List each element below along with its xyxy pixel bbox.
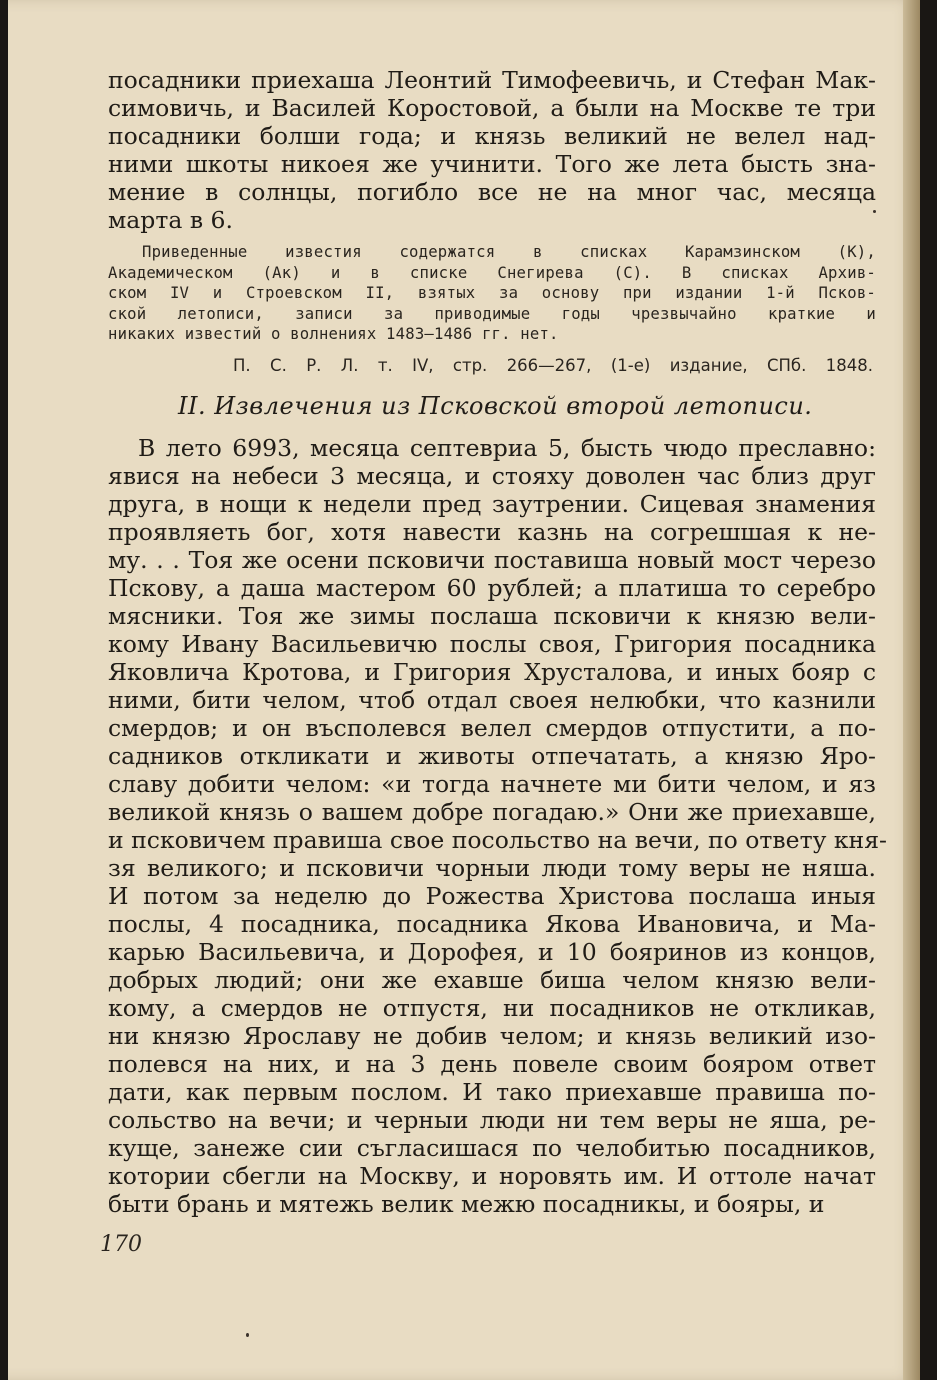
text-line: марта в 6. [108, 206, 233, 234]
text-line: посадники болши года; и князь великий не велел над- [108, 122, 876, 150]
text-line: Яковлича Кротова, и Григория Хрусталова, и иных бояр с [108, 658, 876, 686]
text-line: полевся на них, и на 3 день повеле своим бояром ответ [108, 1050, 876, 1078]
print-speck [246, 1333, 249, 1337]
editorial-note [108, 242, 876, 345]
text-line: явися на небеси 3 месяца, и стояху доволен час близ друг [108, 462, 876, 490]
text-line: му. . . Тоя же осени псковичи поставиша новый мост черезо [108, 546, 876, 574]
note-line: Академическом (Ак) и в списке Снегирева (С). В списках Архив- [108, 263, 876, 282]
text-line: ними, бити челом, чтоб отдал своея нелюбки, что казнили [108, 686, 876, 714]
text-line: кому Ивану Васильевичю послы своя, Григория посадника [108, 630, 876, 658]
note-line: Приведенные известия содержатся в списках Карамзинском (К), [142, 243, 876, 261]
text-line: дати, как первым послом. И тако приехавше правиша по- [108, 1078, 876, 1106]
text-line: мясники. Тоя же зимы послаша псковичи к князю вели- [108, 602, 876, 630]
text-line: добрых людий; они же ехавше биша челом князю вели- [108, 966, 876, 994]
source-citation: П. С. Р. Л. т. IV, стр. 266—267, (1-е) издание, СПб. 1848. [233, 356, 873, 375]
text-line: ни князю Ярославу не добив челом; и князь великий изо- [108, 1022, 876, 1050]
text-line: симовичь, и Василей Коростовой, а были на Москве те три [108, 94, 876, 122]
text-line: кущe, занеже сии съгласишася по челобитью посадников, [108, 1134, 876, 1162]
text-line: котории сбегли на Москву, и норовять им. И оттоле начат [108, 1162, 876, 1190]
text-line: славу добити челом: «и тогда начнете ми бити челом, и яз [108, 770, 876, 798]
text-line: послы, 4 посадника, посадника Якова Ивановича, и Ма- [108, 910, 876, 938]
text-line: зя великого; и псковичи чорныи люди тому веры не няша. [108, 854, 876, 882]
text-line: Пскову, а даша мастером 60 рублей; а платиша то серебро [108, 574, 876, 602]
text-line: карью Васильевича, и Дорофея, и 10 бояринов из концов, [108, 938, 876, 966]
text-line: кому, а смердов не отпустя, ни посадников не откликав, [108, 994, 876, 1022]
text-line: В лето 6993, месяца септевриа 5, бысть чюдо преславно: [138, 434, 876, 462]
chronicle-excerpt-top [108, 66, 876, 234]
text-line: великой князь о вашем добре погадаю.» Они же приехавше, [108, 798, 876, 826]
text-line: И потом за неделю до Рожества Христова послаша иныя [108, 882, 876, 910]
text-line: смердов; и он въсполевся велел смердов отпустити, а по- [108, 714, 876, 742]
text-line: ними шкоты никоея же учинити. Того же лета бысть зна- [108, 150, 876, 178]
note-line: ской летописи, записи за приводимые годы чрезвычайно краткие и [108, 304, 876, 323]
book-page [8, 0, 920, 1380]
text-line: мение в солнцы, погибло все не на мног час, месяца [108, 178, 876, 206]
text-line: садников откликати и животы отпечатать, а князю Яро- [108, 742, 876, 770]
chronicle-excerpt-main [108, 434, 887, 1218]
text-line: сольство на вечи; и черныи люди ни тем веры не яша, ре- [108, 1106, 876, 1134]
page-number: 170 [100, 1232, 142, 1257]
note-line: ском IV и Строевском II, взятых за основу при издании 1-й Псков- [108, 284, 876, 302]
text-line: друга, в нощи к недели пред заутрении. Сицевая знамения [108, 490, 876, 518]
text-line: проявляеть бог, хотя навести казнь на согрешшая к не- [108, 518, 876, 546]
print-speck [873, 210, 876, 213]
note-line: никаких известий о волнениях 1483—1486 гг. нет. [108, 325, 559, 343]
text-line: посадники приехаша Леонтий Тимофеевичь, и Стефан Мак- [108, 66, 876, 94]
text-line: быти брань и мятежь велик межю посадникы, и бояры, и [108, 1190, 825, 1218]
page-edge [903, 0, 920, 1380]
section-heading: II. Извлечения из Псковской второй летописи. [178, 392, 813, 420]
text-line: и псковичем правиша свое посольство на вечи, по ответу кня- [108, 826, 887, 854]
